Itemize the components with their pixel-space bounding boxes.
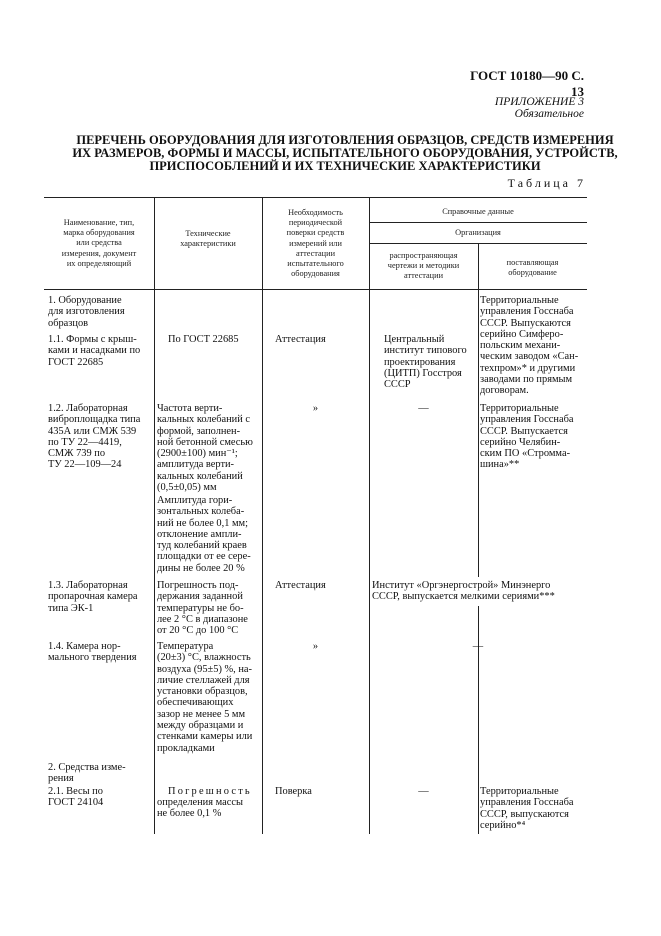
row-2-1-tech-heading: Погрешность xyxy=(168,786,252,797)
col-header-reference: Справочные данные xyxy=(442,207,514,216)
row-1-4-name: 1.4. Камера нор- мального твердения xyxy=(48,641,137,664)
row-2-1-tech: определения массы не более 0,1 % xyxy=(157,797,243,820)
table-label: Таблица 7 xyxy=(507,176,586,190)
row-1-4-necessity: » xyxy=(312,641,319,652)
col-header-name: Наименование, тип, марка оборудования или средства измерения, документ их определяющий xyxy=(61,218,137,268)
row-1-3-organization: Институт «Оргэнергострой» Минэнерго СССР, выпускается мелкими сериями*** xyxy=(372,580,555,603)
row-1-2-supplier: Территориальные управления Госснаба СССР. Выпускается серийно Челябин- ским ПО «Строммa- шина»** xyxy=(480,403,574,471)
row-1-supplier: Территориальные управления Госснаба СССР. Выпускаются серийно Симферо- польским механи- ческим заводом «Сан- техпром»* и другими заводами по прямым договорам. xyxy=(480,295,579,397)
row-1-1-necessity: Аттестация xyxy=(275,334,326,345)
obligatory-label: Обязательное xyxy=(514,108,584,120)
row-2-1-supplier: Территориальные управления Госснаба СССР, выпускаются серийно*⁴ xyxy=(480,786,574,831)
row-1-3-necessity: Аттестация xyxy=(275,580,326,591)
col-header-supplier: поставляющая оборудование xyxy=(506,258,559,278)
row-1-3-tech: Погрешность под- держания заданной температуры не бо- лее 2 °С в диапазоне от 20 °С до 100 °С xyxy=(157,580,248,637)
document-id: ГОСТ 10180—90 С. 13 xyxy=(470,68,584,99)
row-1-1-drawings: Центральный институт типового проектирования (ЦИТП) Госстроя СССР xyxy=(384,334,467,391)
row-1-4-tech: Температура (20±3) °С, влажность воздуха (95±5) %, на- личие стеллажей для установки образцов, обеспечивающих зазор не менее 5 мм между образцами и стенками камеры или прокладками xyxy=(157,641,253,754)
row-1-2-tech-extra: Амплитуда гори- зонтальных колеба- ний не более 0,1 мм; отклонение ампли- туд колебаний краев площадки от ее сере- дины не более 20 % xyxy=(157,495,251,574)
col-header-organization: Организация xyxy=(455,228,501,237)
row-1-2-drawings: — xyxy=(418,403,429,414)
col-divider-4-upper xyxy=(478,243,479,577)
row-1-4-dash: — xyxy=(472,641,484,652)
row-1-3-name: 1.3. Лабораторная пропарочная камера типа ЭК-1 xyxy=(48,580,138,614)
title-line-3: ПРИСПОСОБЛЕНИЙ И ИХ ТЕХНИЧЕСКИЕ ХАРАКТЕРИСТИКИ xyxy=(149,159,541,173)
row-1-2-tech: Частота верти- кальных колебаний с формой, заполнен- ной бетонной смесью (2900±100) мин⁻¹; амплитуда верти- кальных колебаний (0,5±0,05) мм xyxy=(157,403,253,494)
appendix-label: ПРИЛОЖЕНИЕ 3 xyxy=(494,96,584,108)
document-title xyxy=(60,134,630,173)
col-header-drawings: распространяющая чертежи и методики аттестации xyxy=(387,251,460,281)
row-1-1-name: 1.1. Формы с крыш- ками и насадками по ГОСТ 22685 xyxy=(48,334,141,368)
col-divider-1 xyxy=(154,197,155,834)
col-divider-3 xyxy=(369,197,370,834)
col-divider-2 xyxy=(262,197,263,834)
reference-header-rule xyxy=(369,222,587,223)
title-line-2: ИХ РАЗМЕРОВ, ФОРМЫ И МАССЫ, ИСПЫТАТЕЛЬНОГО ОБОРУДОВАНИЯ, УСТРОЙСТВ, xyxy=(72,146,618,160)
row-2-1-name: 2.1. Весы по ГОСТ 24104 xyxy=(48,786,104,809)
title-line-1: ПЕРЕЧЕНЬ ОБОРУДОВАНИЯ ДЛЯ ИЗГОТОВЛЕНИЯ ОБРАЗЦОВ, СРЕДСТВ ИЗМЕРЕНИЯ xyxy=(76,133,614,147)
row-1-1-tech: По ГОСТ 22685 xyxy=(168,334,239,345)
row-1-2-necessity: » xyxy=(312,403,319,414)
col-header-necessity: Необходимость периодической поверки средств измерений или аттестации испытательного оборудования xyxy=(286,208,345,279)
row-2-1-necessity: Поверка xyxy=(275,786,312,797)
row-2-1-drawings: — xyxy=(418,786,429,797)
row-2-name: 2. Средства изме- рения xyxy=(48,762,126,785)
row-1-2-name: 1.2. Лабораторная виброплощадка типа 435А или СМЖ 539 по ТУ 22—4419, СМЖ 739 по ТУ 22—109—24 xyxy=(48,403,141,471)
row-1-name: 1. Оборудование для изготовления образцов xyxy=(48,295,125,329)
header-bottom-rule xyxy=(44,289,587,290)
col-header-tech: Технические характеристики xyxy=(180,229,236,249)
table-top-rule xyxy=(44,197,587,198)
